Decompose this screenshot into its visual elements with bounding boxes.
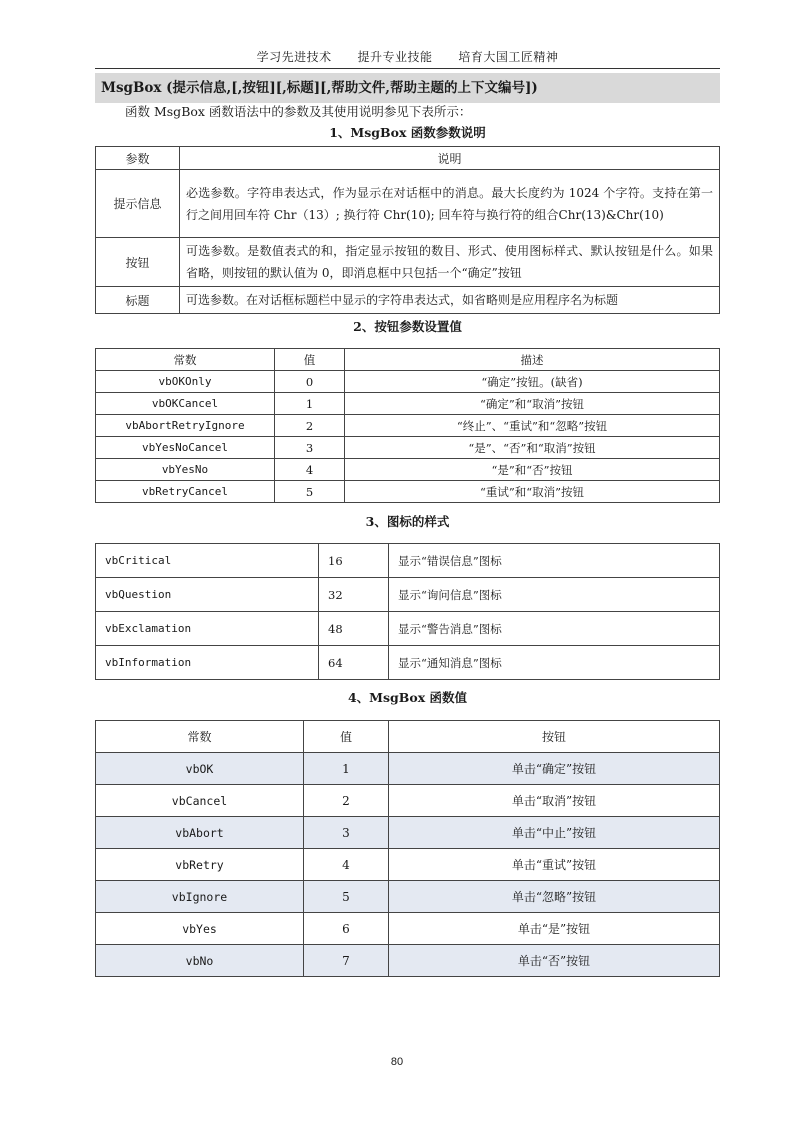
header-desc: 描述: [345, 349, 720, 371]
header-value: 值: [275, 349, 345, 371]
table-row: [96, 913, 720, 945]
value-cell: 1: [275, 393, 345, 415]
table-row: [96, 612, 720, 646]
desc-cell: “确定”按钮。(缺省): [345, 371, 720, 393]
param-desc: 可选参数。在对话框标题栏中显示的字符串表达式，如省略则是应用程序名为标题: [180, 287, 720, 314]
param-desc: 必选参数。字符串表达式，作为显示在对话框中的消息。最大长度约为 1024 个字符。支持在第一行之间用回车符 Chr（13）; 换行符 Chr(10); 回车符与换行符的组合Chr(13)&Chr(10): [180, 170, 720, 238]
section-title: MsgBox (提示信息,[,按钮][,标题][,帮助文件,帮助主题的上下文编号]): [95, 73, 720, 103]
table-row: [96, 578, 720, 612]
header-rule: [95, 68, 720, 69]
table1-caption: 1、MsgBox 函数参数说明: [329, 125, 486, 140]
table-row: [96, 881, 720, 913]
desc-cell: 单击“取消”按钮: [389, 785, 720, 817]
value-cell: 4: [275, 459, 345, 481]
constant-cell: vbYes: [96, 913, 304, 945]
constant-cell: vbOKCancel: [96, 393, 275, 415]
desc-cell: 单击“是”按钮: [389, 913, 720, 945]
header-param: 参数: [96, 147, 180, 170]
desc-cell: “重试”和“取消”按钮: [345, 481, 720, 503]
constant-cell: vbAbortRetryIgnore: [96, 415, 275, 437]
constant-cell: vbQuestion: [96, 578, 319, 612]
page-header: 学习先进技术 提升专业技能 培育大国工匠精神: [256, 50, 559, 64]
param-name: 标题: [96, 287, 180, 314]
table-row: [96, 287, 720, 314]
param-table: [95, 146, 720, 314]
table-row: [96, 459, 720, 481]
constant-cell: vbNo: [96, 945, 304, 977]
constant-cell: vbOKOnly: [96, 371, 275, 393]
table-row: [96, 415, 720, 437]
desc-cell: 显示“警告消息”图标: [389, 612, 720, 646]
constant-cell: vbCritical: [96, 544, 319, 578]
desc-cell: 显示“通知消息”图标: [389, 646, 720, 680]
constant-cell: vbRetryCancel: [96, 481, 275, 503]
value-cell: 2: [275, 415, 345, 437]
table-row: [96, 785, 720, 817]
constant-cell: vbYesNo: [96, 459, 275, 481]
constant-cell: vbYesNoCancel: [96, 437, 275, 459]
table-row: [96, 170, 720, 238]
desc-cell: 显示“询问信息”图标: [389, 578, 720, 612]
table-row: [96, 945, 720, 977]
constant-cell: vbOK: [96, 753, 304, 785]
value-cell: 5: [304, 881, 389, 913]
desc-cell: “终止”、“重试”和“忽略”按钮: [345, 415, 720, 437]
table-row: [96, 371, 720, 393]
constant-cell: vbInformation: [96, 646, 319, 680]
value-cell: 6: [304, 913, 389, 945]
desc-cell: 单击“重试”按钮: [389, 849, 720, 881]
table-row: [96, 849, 720, 881]
table-row: [96, 238, 720, 287]
page-number: 80: [390, 1056, 404, 1068]
table-row: [96, 753, 720, 785]
desc-cell: 显示“错误信息”图标: [389, 544, 720, 578]
constant-cell: vbIgnore: [96, 881, 304, 913]
param-name: 按钮: [96, 238, 180, 287]
value-cell: 4: [304, 849, 389, 881]
table4-caption: 4、MsgBox 函数值: [347, 690, 468, 705]
table-row: [96, 481, 720, 503]
param-desc: 可选参数。是数值表式的和，指定显示按钮的数目、形式、使用图标样式、默认按钮是什么。如果省略，则按钮的默认值为 0，即消息框中只包括一个“确定”按钮: [180, 238, 720, 287]
header-constant: 常数: [96, 721, 304, 753]
desc-cell: 单击“中止”按钮: [389, 817, 720, 849]
desc-cell: 单击“确定”按钮: [389, 753, 720, 785]
button-settings-table: [95, 348, 720, 503]
value-cell: 7: [304, 945, 389, 977]
param-name: 提示信息: [96, 170, 180, 238]
value-cell: 3: [275, 437, 345, 459]
table-row: [96, 437, 720, 459]
value-cell: 48: [319, 612, 389, 646]
desc-cell: “是”、“否”和“取消”按钮: [345, 437, 720, 459]
constant-cell: vbAbort: [96, 817, 304, 849]
return-value-table: [95, 720, 720, 977]
constant-cell: vbRetry: [96, 849, 304, 881]
icon-style-table: [95, 543, 720, 680]
table-header-row: [96, 147, 720, 170]
table-header-row: [96, 721, 720, 753]
desc-cell: 单击“否”按钮: [389, 945, 720, 977]
value-cell: 32: [319, 578, 389, 612]
desc-cell: 单击“忽略”按钮: [389, 881, 720, 913]
value-cell: 0: [275, 371, 345, 393]
header-constant: 常数: [96, 349, 275, 371]
constant-cell: vbCancel: [96, 785, 304, 817]
header-button: 按钮: [389, 721, 720, 753]
constant-cell: vbExclamation: [96, 612, 319, 646]
value-cell: 1: [304, 753, 389, 785]
header-desc: 说明: [180, 147, 720, 170]
value-cell: 2: [304, 785, 389, 817]
value-cell: 64: [319, 646, 389, 680]
table-row: [96, 817, 720, 849]
table-row: [96, 544, 720, 578]
value-cell: 3: [304, 817, 389, 849]
desc-cell: “是”和“否”按钮: [345, 459, 720, 481]
table2-caption: 2、按钮参数设置值: [353, 319, 462, 334]
header-value: 值: [304, 721, 389, 753]
table3-caption: 3、图标的样式: [365, 514, 450, 529]
table-row: [96, 393, 720, 415]
table-row: [96, 646, 720, 680]
desc-cell: “确定”和“取消”按钮: [345, 393, 720, 415]
intro-text: 函数 MsgBox 函数语法中的参数及其使用说明参见下表所示：: [125, 104, 472, 119]
value-cell: 5: [275, 481, 345, 503]
table-header-row: [96, 349, 720, 371]
value-cell: 16: [319, 544, 389, 578]
